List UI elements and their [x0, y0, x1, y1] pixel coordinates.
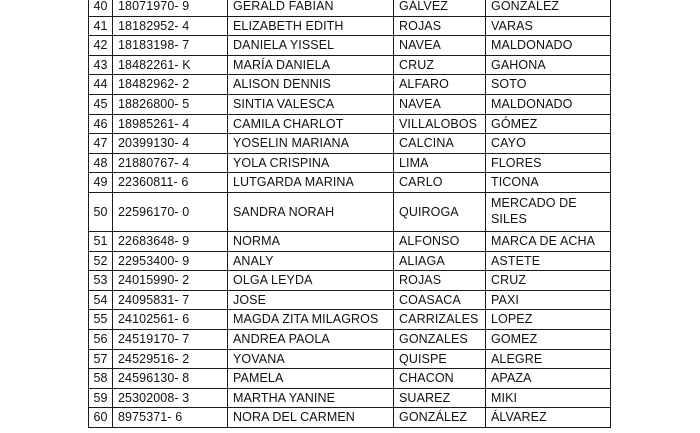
- paternal-surname-cell: GONZALES: [394, 329, 486, 349]
- table-row: [89, 231, 611, 251]
- table-row: [89, 16, 611, 36]
- table-row: [89, 94, 611, 114]
- table-row: [89, 134, 611, 154]
- roster-body: [89, 0, 611, 427]
- first-names-cell: ANDREA PAOLA: [228, 329, 394, 349]
- row-number-cell: 41: [89, 16, 113, 36]
- row-number-cell: 56: [89, 329, 113, 349]
- paternal-surname-cell: ROJAS: [394, 16, 486, 36]
- row-number-cell: 40: [89, 0, 113, 16]
- first-names-cell: YOLA CRISPINA: [228, 153, 394, 173]
- first-names-cell: ALISON DENNIS: [228, 75, 394, 95]
- paternal-surname-cell: CALCINA: [394, 134, 486, 154]
- maternal-surname-cell: GAHONA: [486, 55, 611, 75]
- paternal-surname-cell: CARLO: [394, 173, 486, 193]
- paternal-surname-cell: GONZÁLEZ: [394, 408, 486, 428]
- rut-cell: 22683648- 9: [113, 231, 228, 251]
- rut-cell: 18482962- 2: [113, 75, 228, 95]
- paternal-surname-cell: QUIROGA: [394, 192, 486, 231]
- first-names-cell: LUTGARDA MARINA: [228, 173, 394, 193]
- first-names-cell: JOSE: [228, 290, 394, 310]
- paternal-surname-cell: NAVEA: [394, 36, 486, 56]
- first-names-cell: DANIELA YISSEL: [228, 36, 394, 56]
- first-names-cell: PAMELA: [228, 369, 394, 389]
- first-names-cell: MARTHA YANINE: [228, 388, 394, 408]
- paternal-surname-cell: GÁLVEZ: [394, 0, 486, 16]
- table-row: [89, 290, 611, 310]
- maternal-surname-cell: TICONA: [486, 173, 611, 193]
- paternal-surname-cell: COASACA: [394, 290, 486, 310]
- rut-cell: 24102561- 6: [113, 310, 228, 330]
- rut-cell: 24596130- 8: [113, 369, 228, 389]
- rut-cell: 18482261- K: [113, 55, 228, 75]
- table-row: [89, 369, 611, 389]
- rut-cell: 18182952- 4: [113, 16, 228, 36]
- maternal-surname-cell: MALDONADO: [486, 94, 611, 114]
- maternal-surname-cell: CRUZ: [486, 271, 611, 291]
- rut-cell: 8975371- 6: [113, 408, 228, 428]
- table-row: [89, 408, 611, 428]
- paternal-surname-cell: CRUZ: [394, 55, 486, 75]
- maternal-surname-cell: ÁLVAREZ: [486, 408, 611, 428]
- maternal-surname-cell: MIKI: [486, 388, 611, 408]
- maternal-surname-cell: MALDONADO: [486, 36, 611, 56]
- rut-cell: 18985261- 4: [113, 114, 228, 134]
- maternal-surname-cell: GÓMEZ: [486, 114, 611, 134]
- rut-cell: 18183198- 7: [113, 36, 228, 56]
- row-number-cell: 45: [89, 94, 113, 114]
- maternal-surname-cell: SOTO: [486, 75, 611, 95]
- table-row: [89, 329, 611, 349]
- rut-cell: 22596170- 0: [113, 192, 228, 231]
- maternal-surname-cell: ASTETE: [486, 251, 611, 271]
- row-number-cell: 60: [89, 408, 113, 428]
- first-names-cell: MARÍA DANIELA: [228, 55, 394, 75]
- table-row: [89, 0, 611, 16]
- row-number-cell: 42: [89, 36, 113, 56]
- maternal-surname-cell: PAXI: [486, 290, 611, 310]
- roster-table: [88, 0, 611, 428]
- maternal-surname-cell: VARAS: [486, 16, 611, 36]
- maternal-surname-cell: GONZÁLEZ: [486, 0, 611, 16]
- first-names-cell: NORMA: [228, 231, 394, 251]
- paternal-surname-cell: ALIAGA: [394, 251, 486, 271]
- row-number-cell: 48: [89, 153, 113, 173]
- row-number-cell: 49: [89, 173, 113, 193]
- table-row: [89, 55, 611, 75]
- rut-cell: 24529516- 2: [113, 349, 228, 369]
- table-row: [89, 251, 611, 271]
- maternal-surname-cell: APAZA: [486, 369, 611, 389]
- row-number-cell: 47: [89, 134, 113, 154]
- maternal-surname-cell: ALEGRE: [486, 349, 611, 369]
- row-number-cell: 46: [89, 114, 113, 134]
- rut-cell: 20399130- 4: [113, 134, 228, 154]
- row-number-cell: 59: [89, 388, 113, 408]
- paternal-surname-cell: NAVEA: [394, 94, 486, 114]
- table-row: [89, 192, 611, 231]
- row-number-cell: 44: [89, 75, 113, 95]
- maternal-surname-cell: LOPEZ: [486, 310, 611, 330]
- table-row: [89, 388, 611, 408]
- paternal-surname-cell: SUAREZ: [394, 388, 486, 408]
- paternal-surname-cell: CARRIZALES: [394, 310, 486, 330]
- rut-cell: 24519170- 7: [113, 329, 228, 349]
- rut-cell: 21880767- 4: [113, 153, 228, 173]
- rut-cell: 22360811- 6: [113, 173, 228, 193]
- first-names-cell: ANALY: [228, 251, 394, 271]
- row-number-cell: 54: [89, 290, 113, 310]
- row-number-cell: 51: [89, 231, 113, 251]
- row-number-cell: 58: [89, 369, 113, 389]
- table-row: [89, 75, 611, 95]
- row-number-cell: 50: [89, 192, 113, 231]
- table-row: [89, 349, 611, 369]
- first-names-cell: MAGDA ZITA MILAGROS: [228, 310, 394, 330]
- paternal-surname-cell: ALFARO: [394, 75, 486, 95]
- maternal-surname-cell: GOMEZ: [486, 329, 611, 349]
- paternal-surname-cell: ROJAS: [394, 271, 486, 291]
- maternal-surname-cell: MARCA DE ACHA: [486, 231, 611, 251]
- rut-cell: 18826800- 5: [113, 94, 228, 114]
- first-names-cell: SINTIA VALESCA: [228, 94, 394, 114]
- row-number-cell: 57: [89, 349, 113, 369]
- table-row: [89, 153, 611, 173]
- first-names-cell: OLGA LEYDA: [228, 271, 394, 291]
- first-names-cell: ELIZABETH EDITH: [228, 16, 394, 36]
- row-number-cell: 53: [89, 271, 113, 291]
- table-row: [89, 271, 611, 291]
- rut-cell: 24015990- 2: [113, 271, 228, 291]
- paternal-surname-cell: CHACON: [394, 369, 486, 389]
- paternal-surname-cell: QUISPE: [394, 349, 486, 369]
- table-row: [89, 310, 611, 330]
- table-row: [89, 173, 611, 193]
- first-names-cell: NORA DEL CARMEN: [228, 408, 394, 428]
- first-names-cell: YOVANA: [228, 349, 394, 369]
- first-names-cell: YOSELIN MARIANA: [228, 134, 394, 154]
- rut-cell: 24095831- 7: [113, 290, 228, 310]
- table-row: [89, 114, 611, 134]
- maternal-surname-cell: FLORES: [486, 153, 611, 173]
- first-names-cell: CAMILA CHARLOT: [228, 114, 394, 134]
- maternal-surname-cell: MERCADO DE SILES: [486, 192, 611, 231]
- rut-cell: 18071970- 9: [113, 0, 228, 16]
- paternal-surname-cell: ALFONSO: [394, 231, 486, 251]
- paternal-surname-cell: VILLALOBOS: [394, 114, 486, 134]
- row-number-cell: 55: [89, 310, 113, 330]
- table-row: [89, 36, 611, 56]
- row-number-cell: 52: [89, 251, 113, 271]
- rut-cell: 22953400- 9: [113, 251, 228, 271]
- row-number-cell: 43: [89, 55, 113, 75]
- first-names-cell: SANDRA NORAH: [228, 192, 394, 231]
- maternal-surname-cell: CAYO: [486, 134, 611, 154]
- paternal-surname-cell: LIMA: [394, 153, 486, 173]
- first-names-cell: GERALD FABIÁN: [228, 0, 394, 16]
- rut-cell: 25302008- 3: [113, 388, 228, 408]
